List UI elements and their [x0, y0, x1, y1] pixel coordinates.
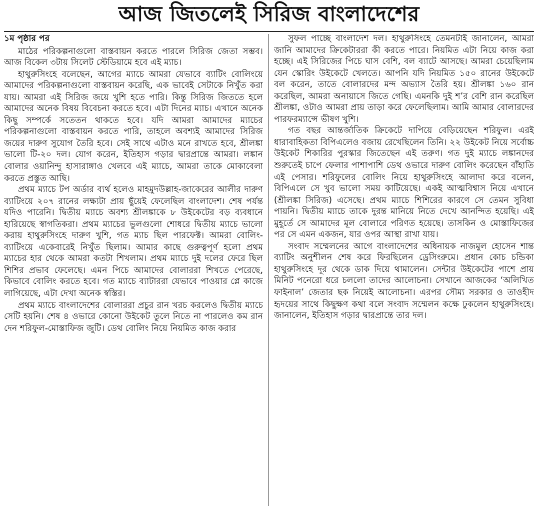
paragraph: সুফল পাচ্ছে বাংলাদেশ দল। হাথুরুসিংহে তেমনটাই জানালেন, আমরা জানি আমাদের ক্রিকেটাররা কী করতে পারে। নিয়মিত এটা নিয়ে কাজ করা হচ্ছে। এই সিরিজের পিচে ঘাস বেশি, বল ব্যাটে আসছে। আমরা চেয়েছিলাম যেন স্কোরিং উইকেটে খেলতে। আপনি যদি নিয়মিত ১৫০ রানের উইকেটে বল করেন, তাতে বোলারদের মন্দ অভ্যাস তৈরি হয়। শ্রীলঙ্কা ১৬০ রান করেছিল, আমরা অনায়াসে জিতে গেছি। এমনকি দুই শ’র বেশি রান করেছিল শ্রীলঙ্কা, ওটাও আমরা প্রায় তাড়া করে ফেলেছিলাম। আমি আমার বোলারদের পারফরম্যান্সে ভীষণ খুশি।: [274, 34, 534, 125]
paragraph: প্রথম ম্যাচে বাংলাদেশের বোলাররা প্রচুর রান খরচ করলেও দ্বিতীয় ম্যাচে সেটি হয়নি। শেষ ৪ ওভারে কোনো উইকেট তুলে নিতে না পারলেও কম রান দেন শরিফুল-মোস্তাফিজ জুটি। ডেথ বোলিং নিয়ে নিয়মিত কাজ করার: [4, 300, 263, 334]
column-divider: [268, 34, 269, 506]
paragraph: প্রথম ম্যাচে টপ অর্ডার ব্যর্থ হলেও মাহমুদউল্লাহ-জাকেরের আলীর দারুণ ব্যাটিংয়ে ২০৭ রানের লক্ষ্যটা প্রায় ছুঁয়েই ফেলেছিল বাংলাদেশ। শেষ পর্যন্ত যদিও পারেনি। দ্বিতীয় ম্যাচে অবশ্য শ্রীলঙ্কাকে ৮ উইকেটের বড় ব্যবধানে হারিয়েছে স্বাগতিকরা। প্রথম ম্যাচের ভুলগুলো শোধরে দ্বিতীয় ম্যাচে ভালো করায় হাথুরুসিংহে দারুণ খুশি, গত ম্যাচ ছিল পারফেক্ট। আমরা বোলিং-ব্যাটিংয়ে একেবারেই নিখুঁত ছিলাম। আমার কাছে গুরুত্বপূর্ণ হলো প্রথম ম্যাচের হার থেকে আমরা কতটা শিখলাম। প্রথম ম্যাচে দুই দলের ফেরে ছিল শিশির প্রভাব ফেলেছে। এমন পিচে আমাদের বোলাররা শিখতে পেরেছে, কিভাবে বোলিং করতে হবে। গত ম্যাচে ব্যাটাররা যেভাবে পাওয়ার প্লে কাজে লাগিয়েছে, এটা দেখা অনেক স্বস্তির।: [4, 185, 263, 300]
jump-label: ১ম পৃষ্ঠার পর: [4, 34, 50, 44]
headline: আজ জিতলেই সিরিজ বাংলাদেশের: [118, 1, 420, 26]
paragraph: সংবাদ সম্মেলনের আগে বাংলাদেশের অধিনায়ক নাজমুল হোসেন শান্ত ব্যাটিং অনুশীলন শেষ করে ফিরছিলেন ড্রেসিংরুমে। প্রধান কোচ চন্ডিকা হাথুরুসিংহে দূর থেকে ডাক দিয়ে থামালেন। সেন্টার উইকেটের পাশে প্রায় মিনিট পনেরো ধরে চললো তাদের আলোচনা। সেখানে আজকের ‘অলিখিত ফাইনাল’ জেতার ছক নিয়েই আলোচনা। এরপর সৌম্য সরকার ও তাওহীদ হৃদয়ের সাথে কিছুক্ষণ কথা বলে সংবাদ সম্মেলন কক্ষে ঢুকলেন হাথুরুসিংহে। জানালেন, ইতিহাস গড়ার দ্বারপ্রান্তে তার দল।: [274, 241, 534, 322]
headline-rule: [4, 31, 534, 32]
article-column-right: [274, 34, 534, 506]
article-column-left: [4, 34, 263, 506]
paragraph: গত বছর আন্তর্জাতিক ক্রিকেটে দাপিয়ে বেড়িয়েছেন শরিফুল। এরই ধারাবাহিকতা বিপিএলেও বজায় রেখেছিলেন তিনি। ২২ উইকেট নিয়ে সর্বোচ্চ উইকেট শিকারির পুরস্কার জিতেছেন এই তরুণ। গত দুই ম্যাচে লঙ্কানদের শুরুতেই চাপে ফেলার পাশাপাশি ডেথ ওভারে দারুণ বোলিং করেছেন বাঁহাতি এই পেসার। শরিফুলের বোলিং নিয়ে হাথুরুসিংহে আলাদা করে বলেন, বিপিএলে সে খুব ভালো সময় কাটিয়েছে। একই আত্মবিশ্বাস নিয়ে এখানে (শ্রীলঙ্কা সিরিজ) এসেছে। প্রথম ম্যাচে শিশিরের কারণে সে তেমন সুবিধা পায়নি। দ্বিতীয় ম্যাচে তাকে দুরন্ত মানিয়ে নিতে দেখে আনন্দিত হয়েছি। এই মুহূর্তে সে আমাদের মূল বোলারে পরিণত হয়েছে। তাসকিন ও মোস্তাফিজের পর সে এমন একজন, যার ওপর আস্থা রাখা যায়।: [274, 126, 534, 241]
paragraph: মাঠের পরিকল্পনাগুলো বাস্তবায়ন করতে পারলে সিরিজ জেতা সম্ভব। আজ বিকেল ৩টায় সিলেট স্টেডিয়ামে হবে এই ম্যাচ।: [4, 46, 263, 69]
paragraph: হাথুরুসিংহে বলেছেন, আগের ম্যাচে আমরা যেভাবে ব্যাটিং বোলিংয়ে আমাদের পরিকল্পনাগুলো বাস্তবায়ন করেছি, এক ভাবেই সেটাকে নিখুঁত করা যায়। আমরা এই সিরিজ জয়ে খুশি হতে পারি। কিন্তু সিরিজ জিততে হলে আমাদের অনেক বিষয় বিবেচনা করতে হবে। এটা দিনের ম্যাচ। এখানে অনেক কিছু সম্পর্কে সতেতন থাকতে হবে। যদি আমরা আমাদের ম্যাচের পরিকল্পনাগুলো বাস্তবায়ন করতে পারি, তাহলে অবশ্যই আমাদের সিরিজ জয়ের দারুণ সুযোগ তৈরি হবে। সেই সাথে এটাও মনে রাখতে হবে, শ্রীলঙ্কা ভালো টি-২০ দল। যোগ করেন, ইতিহাস গড়ার দ্বারপ্রান্তে আমরা। লঙ্কান বোলার ওয়ানিন্দু হাসারাঙ্গাও খেলবে এই ম্যাচে, আমরা তাকে মোকাবেলা করতে প্রস্তুত আছি।: [4, 69, 263, 184]
